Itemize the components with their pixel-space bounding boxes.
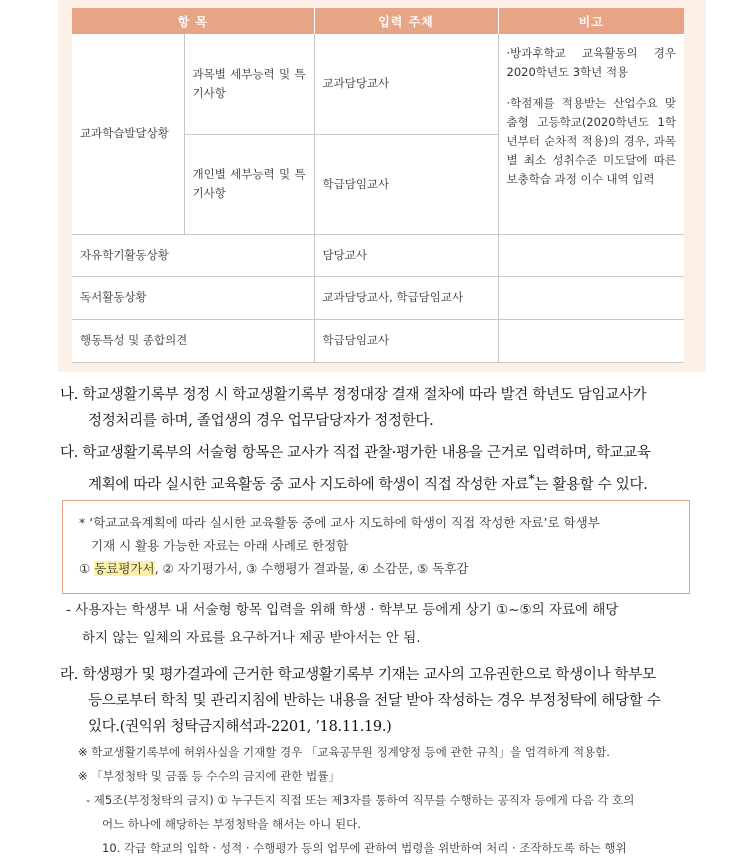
footnote-marker: * bbox=[528, 472, 535, 486]
table-row bbox=[72, 234, 684, 276]
box-line: 기재 시 활용 가능한 자료는 아래 사례로 한정함 bbox=[91, 538, 349, 553]
owner-cell: 담당교사 bbox=[314, 234, 498, 276]
legal-notes bbox=[78, 740, 698, 860]
item-number: ① bbox=[79, 561, 91, 576]
note-line: 10. 각급 학교의 입학 · 성적 · 수행평가 등의 업무에 관하여 법령을 위반하여 처리 · 조작하도록 하는 행위 bbox=[102, 841, 627, 855]
dash-note bbox=[66, 596, 698, 652]
dash-line: 하지 않는 일체의 자료를 요구하거나 제공 받아서는 안 됨. bbox=[82, 630, 421, 646]
owner-cell: 교과담당교사, 학급담임교사 bbox=[314, 276, 498, 319]
note-text: ·학점제를 적용받는 산업수요 맞춤형 고등학교(2020학년도 1학년부터 순차적 적용)의 경우, 과목별 최소 성취수준 미도달에 따른 보충학습 과정 이수 내역 입력 bbox=[506, 96, 676, 186]
highlighted-text: 동료평가서 bbox=[94, 561, 155, 576]
item-cell: 행동특성 및 종합의견 bbox=[72, 319, 314, 362]
responsibility-table bbox=[72, 8, 684, 363]
note-line: ※ 「부정청탁 및 금품 등 수수의 금지에 관한 법률」 bbox=[78, 769, 340, 783]
note-cell bbox=[498, 319, 684, 362]
note-text: ·방과후학교 교육활동의 경우 2020학년도 3학년 적용 bbox=[506, 46, 676, 79]
note-line: 어느 하나에 해당하는 부정청탁을 해서는 아니 된다. bbox=[102, 817, 361, 831]
box-line bbox=[79, 557, 673, 580]
subcategory-cell: 과목별 세부능력 및 특기사항 bbox=[184, 34, 314, 134]
category-cell: 교과학습발달상황 bbox=[72, 34, 184, 234]
dash-line: - 사용자는 학생부 내 서술형 항목 입력을 위해 학생 · 학부모 등에게 상기 ①~⑤의 자료에 해당 bbox=[66, 602, 619, 618]
note-cell bbox=[498, 276, 684, 319]
paragraph-line: 라. 학생평가 및 평가결과에 근거한 학교생활기록부 기재는 교사의 고유권한으로 학생이나 학부모 bbox=[60, 667, 656, 683]
header-note: 비고 bbox=[498, 8, 684, 34]
table-row bbox=[72, 319, 684, 362]
note-cell bbox=[498, 234, 684, 276]
header-owner: 입력 주체 bbox=[314, 8, 498, 34]
table-row bbox=[72, 34, 684, 134]
footnote-box bbox=[62, 500, 690, 594]
owner-cell: 학급담임교사 bbox=[314, 134, 498, 234]
paragraph-line: 있다.(권익위 청탁금지해석과-2201, ’18.11.19.) bbox=[88, 719, 392, 735]
paragraph-text: 는 활용할 수 있다. bbox=[534, 476, 648, 493]
item-cell: 자유학기활동상황 bbox=[72, 234, 314, 276]
paragraph-line: 등으로부터 학칙 및 관리지침에 반하는 내용을 전달 받아 작성하는 경우 부정청탁에 해당할 수 bbox=[88, 693, 661, 709]
owner-cell: 교과담당교사 bbox=[314, 34, 498, 134]
paragraph-line: 정정처리를 하며, 졸업생의 경우 업무담당자가 정정한다. bbox=[88, 413, 434, 429]
paragraph-ra bbox=[60, 662, 700, 740]
table-header-row bbox=[72, 8, 684, 34]
table-row bbox=[72, 276, 684, 319]
box-line: * ‘학교교육계획에 따라 실시한 교육활동 중에 교사 지도하에 학생이 직접 작성한 자료’로 학생부 bbox=[79, 515, 600, 530]
box-text: , ② 자기평가서, ③ 수행평가 결과물, ④ 소감문, ⑤ 독후감 bbox=[154, 561, 469, 576]
subcategory-cell: 개인별 세부능력 및 특기사항 bbox=[184, 134, 314, 234]
paragraph-text: 계획에 따라 실시한 교육활동 중 교사 지도하에 학생이 직접 작성한 자료 bbox=[88, 476, 529, 493]
note-cell bbox=[498, 34, 684, 234]
paragraph-line: 다. 학교생활기록부의 서술형 항목은 교사가 직접 관찰·평가한 내용을 근거로 입력하며, 학교교육 bbox=[60, 445, 651, 461]
note-line: ※ 학교생활기록부에 허위사실을 기재할 경우 「교육공무원 징계양정 등에 관한 규칙」을 엄격하게 적용함. bbox=[78, 745, 610, 759]
paragraph-line bbox=[60, 466, 700, 498]
owner-cell: 학급담임교사 bbox=[314, 319, 498, 362]
paragraph-da bbox=[60, 440, 700, 498]
paragraph-line: 나. 학교생활기록부 정정 시 학교생활기록부 정정대장 결재 절차에 따라 발견 학년도 담임교사가 bbox=[60, 387, 647, 403]
item-cell: 독서활동상황 bbox=[72, 276, 314, 319]
header-item: 항 목 bbox=[72, 8, 314, 34]
note-line: - 제5조(부정청탁의 금지) ① 누구든지 직접 또는 제3자를 통하여 직무를 수행하는 공직자 등에게 다음 각 호의 bbox=[86, 793, 635, 807]
paragraph-na bbox=[60, 382, 700, 434]
